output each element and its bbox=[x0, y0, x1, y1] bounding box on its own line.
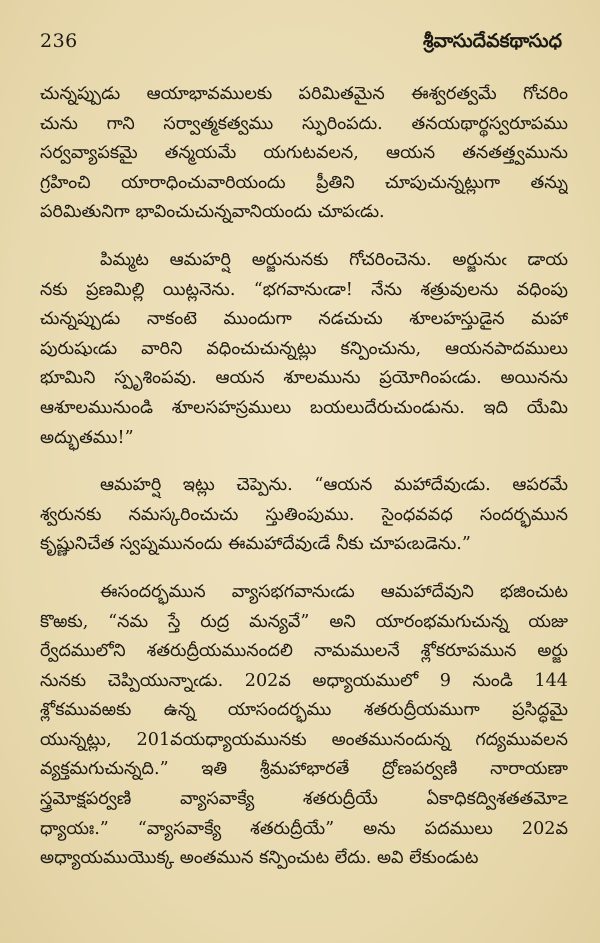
text-line: శ్వరునకు నమస్కరించుచు స్తుతింపుము. సైంధవవధ సందర్భమున bbox=[40, 504, 568, 525]
text-line: నునకు చెప్పియున్నాఁడు. 202వ అధ్యాయములో 9 నుండి 144 bbox=[40, 670, 568, 691]
text-line: సర్వవ్యాపకమై తన్మయమే యగుటవలన, ఆయన తనతత్త్వమును bbox=[40, 143, 568, 164]
text-line: భూమిని స్పృశింపవు. ఆయన శూలమును ప్రయోగింపఁడు. అయినను bbox=[40, 368, 568, 389]
text-line: చును గాని సర్వాత్మకత్వము స్ఫురింపదు. తనయథార్థస్వరూపము bbox=[40, 113, 568, 134]
text-line: వ్యక్తమగుచున్నది.” ఇతి శ్రీమహాభారతే ద్రోణపర్వణి నారాయణా bbox=[40, 759, 568, 780]
text-line: అధ్యాయముయొక్క అంతమున కన్పించుట లేదు. అవి లేకుండుట bbox=[40, 848, 479, 869]
text-line: ధ్యాయః.” “వ్యాసవాక్యే శతరుద్రీయే” అను పదములు 202వ bbox=[40, 818, 568, 839]
text-line: ఆశూలమునుండి శూలసహస్రములు బయలుదేరుచుండును. ఇది యేమి bbox=[40, 397, 568, 418]
text-line: నకు ప్రణమిల్లి యిట్లనెను. “భగవానుఁడా! నేను శత్రువులను వధింపు bbox=[40, 279, 568, 300]
text-line: పిమ్మట ఆమహర్షి అర్జునునకు గోచరించెను. అర్జునుఁ డాయ bbox=[100, 249, 568, 270]
text-line: ర్వేదములోని శతరుద్రీయమునందలి నామములనే శ్లోకరూపమున అర్జు bbox=[40, 641, 568, 662]
text-line: పురుషుఁడు వారిని వధించుచున్నట్లు కన్పించును, ఆయనపాదములు bbox=[40, 338, 568, 359]
text-line: ఆమహర్షి ఇట్లు చెప్పెను. “ఆయన మహాదేవుఁడు. ఆపరమే bbox=[100, 475, 568, 496]
page-number: 236 bbox=[40, 30, 78, 52]
text-line: స్త్రమోక్షపర్వణి వ్యాసవాక్యే శతరుద్రీయే ఏకాధికద్విశతతమో౽ bbox=[40, 789, 568, 810]
text-line: ఈసందర్భమున వ్యాసభగవానుఁడు ఆమహాదేవుని భజించుట bbox=[100, 581, 568, 602]
running-title: శ్రీవాసుదేవకథాసుధ bbox=[422, 30, 562, 52]
page-header bbox=[40, 30, 562, 58]
paragraph bbox=[40, 80, 568, 228]
paragraph bbox=[40, 246, 568, 453]
text-line: చున్నప్పుడు నాకంటె ముందుగా నడచుచు శూలహస్తుడైన మహా bbox=[40, 309, 568, 330]
text-line: కృష్ణునిచేత స్వప్నమునందు ఈమహాదేవుఁడే నీకు చూపఁబడెను.” bbox=[40, 534, 471, 555]
text-line: కొఱకు, “నమ స్తే రుద్ర మన్యవే” అని యారంభమగుచున్న యజు bbox=[40, 611, 568, 632]
text-line: శ్లోకమువఱకు ఉన్న యాసందర్భము శతరుద్రీయముగా ప్రసిద్ధమై bbox=[40, 700, 568, 721]
text-line: పరిమితునిగా భావించుచున్నవానియందు చూపఁడు. bbox=[40, 202, 385, 223]
text-line: గ్రహించి యారాధించువారియందు ప్రీతిని చూపుచున్నట్లుగా తన్ను bbox=[40, 172, 568, 193]
paragraph bbox=[40, 578, 568, 874]
page-body bbox=[40, 80, 568, 892]
text-line: చున్నప్పుడు ఆయాభావములకు పరిమితమైన ఈశ్వరత్వమే గోచరిం bbox=[40, 84, 568, 104]
text-line: యున్నట్లు, 201వయధ్యాయమునకు అంతమునందున్న గద్యమువలన bbox=[40, 729, 568, 750]
paragraph bbox=[40, 471, 568, 560]
text-line: అద్భుతము!” bbox=[40, 427, 134, 448]
